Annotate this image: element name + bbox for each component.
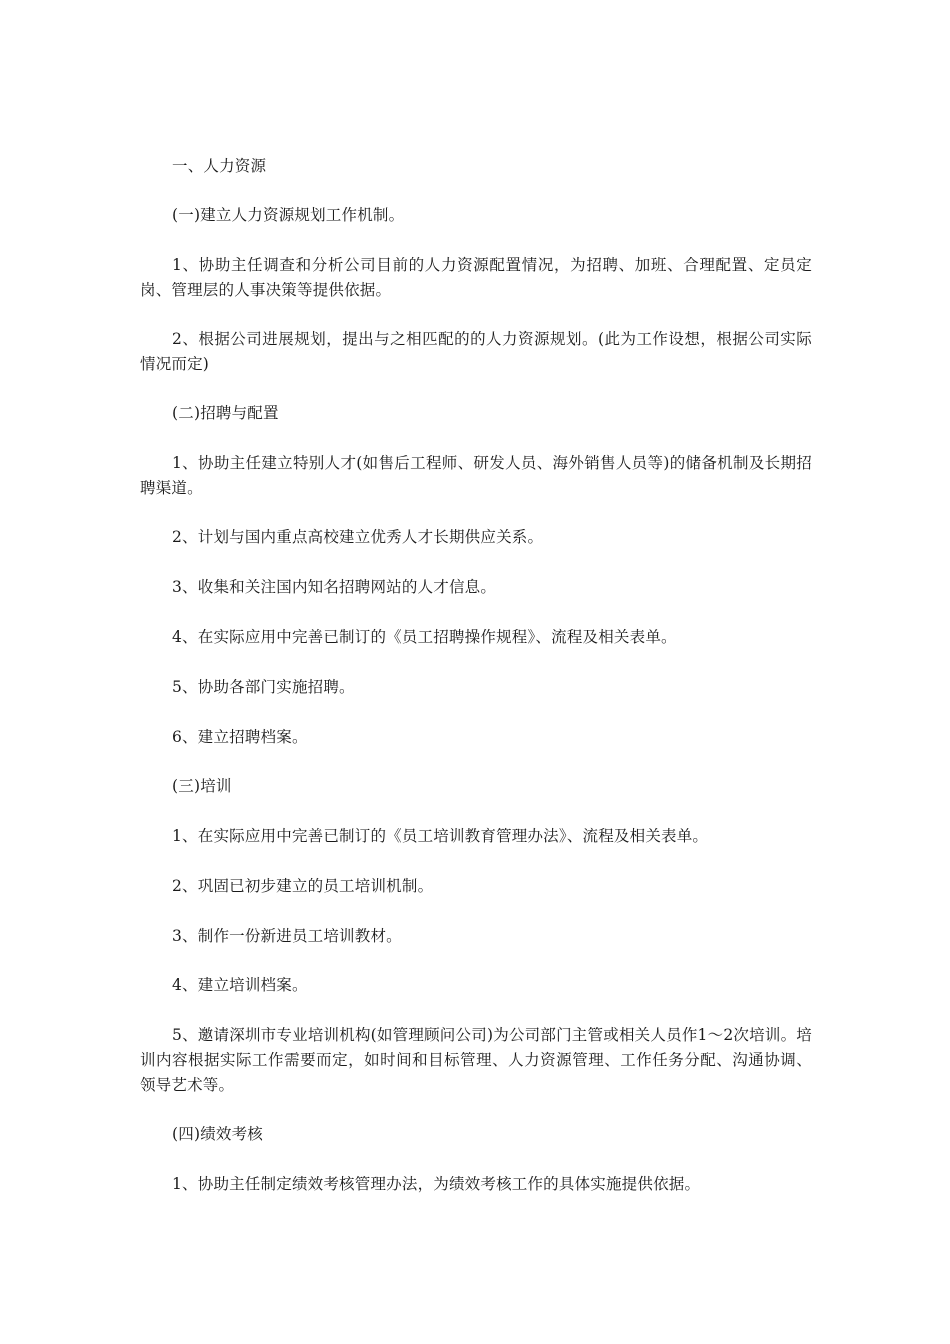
paragraph-recruitment-5: 5、协助各部门实施招聘。 xyxy=(172,677,355,696)
paragraph-training-2: 2、巩固已初步建立的员工培训机制。 xyxy=(172,876,434,895)
paragraph-recruitment-3: 3、收集和关注国内知名招聘网站的人才信息。 xyxy=(172,577,497,596)
paragraph-recruitment-4: 4、在实际应用中完善已制订的《员工招聘操作规程》、流程及相关表单。 xyxy=(172,627,677,646)
subsection-heading-performance: (四)绩效考核 xyxy=(172,1124,263,1143)
subsection-heading-recruitment: (二)招聘与配置 xyxy=(172,403,279,422)
subsection-heading-training: (三)培训 xyxy=(172,776,232,795)
paragraph-planning-1: 1、协助主任调查和分析公司目前的人力资源配置情况，为招聘、加班、合理配置、定员定岗、管理层的人事决策等提供依据。 xyxy=(140,255,812,299)
paragraph-training-4: 4、建立培训档案。 xyxy=(172,975,308,994)
subsection-heading-planning: (一)建立人力资源规划工作机制。 xyxy=(172,205,405,224)
paragraph-recruitment-2: 2、计划与国内重点高校建立优秀人才长期供应关系。 xyxy=(172,527,544,546)
paragraph-training-3: 3、制作一份新进员工培训教材。 xyxy=(172,926,402,945)
paragraph-training-5: 5、邀请深圳市专业培训机构(如管理顾问公司)为公司部门主管或相关人员作1～2次培训。培训内容根据实际工作需要而定，如时间和目标管理、人力资源管理、工作任务分配、沟通协调、领导艺术等。 xyxy=(140,1025,812,1094)
paragraph-planning-2: 2、根据公司进展规划，提出与之相匹配的的人力资源规划。(此为工作设想，根据公司实际情况而定) xyxy=(140,329,812,373)
paragraph-training-1: 1、在实际应用中完善已制订的《员工培训教育管理办法》、流程及相关表单。 xyxy=(172,826,709,845)
paragraph-recruitment-1: 1、协助主任建立特别人才(如售后工程师、研发人员、海外销售人员等)的储备机制及长期招聘渠道。 xyxy=(140,453,812,497)
paragraph-recruitment-6: 6、建立招聘档案。 xyxy=(172,727,308,746)
paragraph-performance-1: 1、协助主任制定绩效考核管理办法，为绩效考核工作的具体实施提供依据。 xyxy=(172,1174,701,1193)
section-heading-human-resources: 一、人力资源 xyxy=(172,156,267,175)
